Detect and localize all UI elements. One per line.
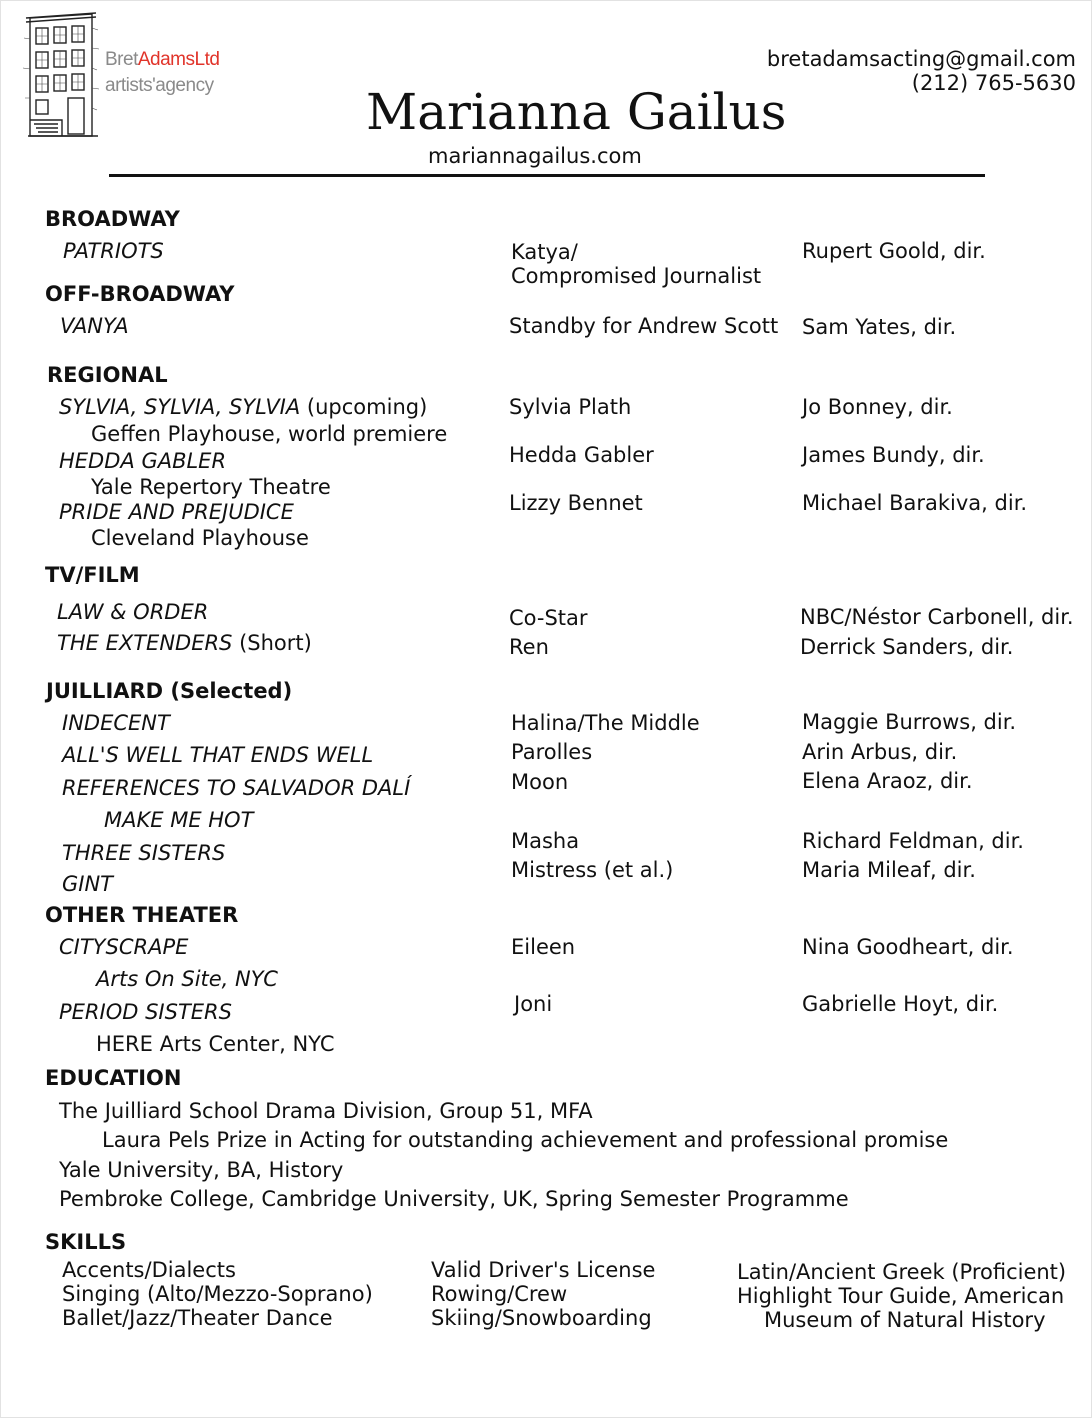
agency-email[interactable]: bretadamsacting@gmail.com	[766, 47, 1076, 71]
broadway-heading: BROADWAY	[45, 207, 180, 231]
regional-role-1: Sylvia Plath	[509, 395, 632, 419]
tvfilm-note-2: (Short)	[232, 631, 312, 655]
skills-col3-item: Highlight Tour Guide, American	[737, 1284, 1065, 1308]
tvfilm-title-1	[57, 599, 208, 625]
agency-tagline: artists'agency	[105, 75, 214, 96]
agency-logo	[105, 48, 219, 71]
broadway-title: PATRIOTS	[63, 239, 164, 263]
regional-title-2: HEDDA GABLER	[59, 449, 227, 473]
regional-director-3: Michael Barakiva, dir.	[802, 491, 1028, 515]
juilliard-title-5: GINT	[62, 872, 114, 896]
actor-website[interactable]: mariannagailus.com	[428, 144, 642, 168]
header-divider	[109, 174, 985, 177]
skills-col3-item: Museum of Natural History	[764, 1308, 1046, 1332]
tvfilm-role-2: Ren	[509, 635, 549, 659]
broadway-role-line1: Katya/	[511, 240, 578, 264]
juilliard-director-5: Maria Mileaf, dir.	[802, 858, 976, 882]
skills-col1-item: Accents/Dialects	[62, 1258, 236, 1282]
offbroadway-director: Sam Yates, dir.	[802, 315, 957, 339]
skills-col2-item: Rowing/Crew	[431, 1282, 568, 1306]
other-role-1: Eileen	[511, 935, 576, 959]
regional-director-2: James Bundy, dir.	[802, 443, 985, 467]
regional-note-1: (upcoming)	[300, 395, 428, 419]
regional-heading: REGIONAL	[47, 363, 168, 387]
skills-heading: SKILLS	[45, 1230, 127, 1254]
tvfilm-director-2: Derrick Sanders, dir.	[800, 635, 1014, 659]
tvfilm-title-2-text: THE EXTENDERS	[57, 631, 233, 655]
skills-col1-item: Singing (Alto/Mezzo-Soprano)	[62, 1282, 373, 1306]
broadway-role-line2: Compromised Journalist	[511, 264, 762, 288]
education-heading: EDUCATION	[45, 1066, 182, 1090]
other-title-2: PERIOD SISTERS	[59, 1000, 232, 1024]
skills-col1-item: Ballet/Jazz/Theater Dance	[62, 1306, 333, 1330]
juilliard-director-3: Elena Araoz, dir.	[802, 769, 973, 793]
education-line-4: Pembroke College, Cambridge University, UK, Spring Semester Programme	[59, 1187, 849, 1211]
offbroadway-title: VANYA	[60, 314, 129, 338]
tvfilm-title-1-text: LAW & ORDER	[57, 600, 209, 624]
regional-role-2: Hedda Gabler	[509, 443, 654, 467]
broadway-director: Rupert Goold, dir.	[802, 239, 986, 263]
regional-venue-1: Geffen Playhouse, world premiere	[91, 422, 448, 446]
agency-logo-adams: Adams	[137, 49, 195, 70]
tvfilm-director-1: NBC/Néstor Carbonell, dir.	[800, 605, 1074, 629]
juilliard-role-5: Mistress (et al.)	[511, 858, 674, 882]
tvfilm-heading: TV/FILM	[45, 563, 140, 587]
actor-name: Marianna Gailus	[366, 83, 787, 141]
other-venue-1: Arts On Site, NYC	[96, 967, 278, 991]
education-line-2: Laura Pels Prize in Acting for outstanding achievement and professional promise	[102, 1128, 949, 1152]
other-role-2: Joni	[514, 992, 553, 1016]
juilliard-role-3: Moon	[511, 770, 569, 794]
regional-venue-3: Cleveland Playhouse	[91, 526, 309, 550]
skills-col2-item: Valid Driver's License	[431, 1258, 656, 1282]
agency-logo-ltd: Ltd	[194, 49, 220, 70]
tvfilm-title-2	[57, 630, 312, 656]
juilliard-director-1: Maggie Burrows, dir.	[802, 710, 1017, 734]
education-line-1: The Juilliard School Drama Division, Group 51, MFA	[59, 1099, 593, 1123]
juilliard-director-4: Richard Feldman, dir.	[802, 829, 1024, 853]
regional-title-1	[59, 394, 427, 420]
other-director-2: Gabrielle Hoyt, dir.	[802, 992, 999, 1016]
juilliard-title-4: THREE SISTERS	[62, 841, 226, 865]
regional-title-1-text: SYLVIA, SYLVIA, SYLVIA	[59, 395, 301, 419]
agency-logo-bret: Bret	[105, 49, 138, 70]
juilliard-role-4: Masha	[511, 829, 580, 853]
other-director-1: Nina Goodheart, dir.	[802, 935, 1014, 959]
other-title-1: CITYSCRAPE	[59, 935, 189, 959]
juilliard-heading: JUILLIARD (Selected)	[46, 679, 293, 703]
juilliard-title-3: REFERENCES TO SALVADOR DALÍ	[62, 776, 411, 800]
regional-director-1: Jo Bonney, dir.	[802, 395, 953, 419]
juilliard-title-1: INDECENT	[62, 711, 170, 735]
juilliard-title-3-cont: MAKE ME HOT	[104, 808, 254, 832]
offbroadway-role: Standby for Andrew Scott	[509, 314, 779, 338]
regional-role-3: Lizzy Bennet	[509, 491, 643, 515]
agency-phone[interactable]: (212) 765-5630	[911, 71, 1076, 95]
building-logo-icon	[22, 8, 100, 140]
regional-title-3: PRIDE AND PREJUDICE	[59, 500, 294, 524]
skills-col3-item: Latin/Ancient Greek (Proficient)	[737, 1260, 1067, 1284]
juilliard-role-1: Halina/The Middle	[511, 711, 700, 735]
juilliard-title-2: ALL'S WELL THAT ENDS WELL	[62, 743, 374, 767]
juilliard-role-2: Parolles	[511, 740, 593, 764]
skills-col2-item: Skiing/Snowboarding	[431, 1306, 652, 1330]
other-venue-2: HERE Arts Center, NYC	[96, 1032, 335, 1056]
education-line-3: Yale University, BA, History	[59, 1158, 344, 1182]
other-heading: OTHER THEATER	[45, 903, 239, 927]
regional-venue-2: Yale Repertory Theatre	[91, 475, 331, 499]
offbroadway-heading: OFF-BROADWAY	[45, 282, 235, 306]
juilliard-director-2: Arin Arbus, dir.	[802, 740, 958, 764]
tvfilm-role-1: Co-Star	[509, 606, 588, 630]
